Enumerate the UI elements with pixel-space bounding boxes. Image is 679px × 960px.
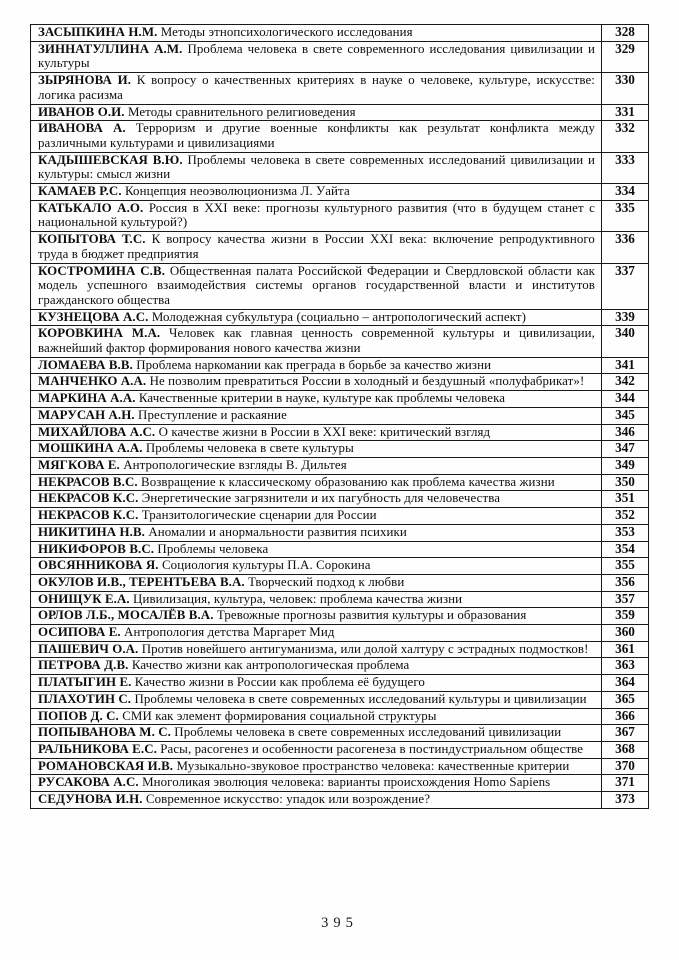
entry-cell [31,708,602,725]
entry-cell [31,326,602,357]
entry-author: РУСАКОВА А.С. [38,775,139,790]
entry-cell [31,424,602,441]
entry-author: КОРОВКИНА М.А. [38,326,161,341]
entry-cell [31,104,602,121]
entry-title: Творческий подход к любви [248,574,405,589]
entry-title: Человек как главная ценность современной культуры и цивилизации, важнейший фактор формирования нового качества жизни [38,326,595,356]
entry-page-number: 361 [602,641,649,658]
entry-title: Транзитологические сценарии для России [141,508,377,523]
entry-page-number: 337 [602,263,649,309]
entry-cell [31,407,602,424]
entry-title: Качественные критерии в науке, культуре как проблемы человека [138,391,506,406]
entry-page-number: 371 [602,775,649,792]
entry-title: Антропология детства Маргарет Мид [124,625,335,640]
entry-cell [31,508,602,525]
entry-title: Аномалии и анормальности развития психики [148,524,407,539]
entry-cell [31,658,602,675]
entry-cell [31,121,602,152]
entry-title: Социология культуры П.А. Сорокина [161,558,371,573]
entry-author: ПЛАТЫГИН Е. [38,675,132,690]
entry-page-number: 360 [602,625,649,642]
entry-page-number: 341 [602,357,649,374]
entry-title: СМИ как элемент формирования социальной структуры [122,708,437,723]
entry-cell [31,309,602,326]
entry-cell [31,474,602,491]
table-row [31,792,649,809]
entry-cell [31,691,602,708]
table-row [31,708,649,725]
entry-title: Проблемы человека в свете современных исследований цивилизации [174,725,562,740]
entry-title: Проблема наркомании как преграда в борьбе за качество жизни [136,357,492,372]
entry-author: КАДЫШЕВСКАЯ В.Ю. [38,152,183,167]
entry-author: ОКУЛОВ И.В., ТЕРЕНТЬЕВА В.А. [38,574,245,589]
entry-author: КОСТРОМИНА С.В. [38,263,166,278]
entry-cell [31,457,602,474]
entry-page-number: 351 [602,491,649,508]
entry-page-number: 354 [602,541,649,558]
entry-author: НЕКРАСОВ В.С. [38,474,138,489]
entry-author: ЗЫРЯНОВА И. [38,73,132,88]
entry-author: ПАШЕВИЧ О.А. [38,641,139,656]
entry-page-number: 363 [602,658,649,675]
entry-cell [31,152,602,183]
entry-page-number: 334 [602,184,649,201]
entry-author: МЯГКОВА Е. [38,457,120,472]
table-row [31,541,649,558]
entry-author: КУЗНЕЦОВА А.С. [38,309,149,324]
entry-cell [31,374,602,391]
table-row [31,184,649,201]
entry-author: НИКИТИНА Н.В. [38,524,145,539]
table-row [31,73,649,104]
entry-author: ПОПОВ Д. С. [38,708,119,723]
entry-cell [31,675,602,692]
entry-cell [31,574,602,591]
entry-page-number: 333 [602,152,649,183]
entry-title: Проблема человека в свете современного исследования цивилизации и культуры [38,41,596,71]
entry-author: ОСИПОВА Е. [38,625,121,640]
entry-title: О качестве жизни в России в XXI веке: критический взгляд [158,424,491,439]
entry-page-number: 353 [602,524,649,541]
table-row [31,407,649,424]
entry-author: ПОПЫВАНОВА М. С. [38,725,171,740]
entry-title: Тревожные прогнозы развития культуры и образования [216,608,527,623]
table-row [31,104,649,121]
entry-cell [31,41,602,72]
toc-table [30,24,649,809]
table-row [31,200,649,231]
entry-page-number: 366 [602,708,649,725]
entry-author: ПЕТРОВА Д.В. [38,658,129,673]
entry-cell [31,541,602,558]
table-row [31,457,649,474]
table-row [31,357,649,374]
entry-title: Цивилизация, культура, человек: проблема качества жизни [133,591,463,606]
entry-title: Методы сравнительного религиоведения [127,104,356,119]
entry-title: Терроризм и другие военные конфликты как результат конфликта между различными культурами и цивилизациями [38,121,596,150]
entry-page-number: 364 [602,675,649,692]
entry-page-number: 342 [602,374,649,391]
entry-author: МАРУСАН А.Н. [38,407,135,422]
entry-author: ЗАСЫПКИНА Н.М. [38,25,158,39]
entry-author: ОРЛОВ Л.Б., МОСАЛЁВ В.А. [38,608,214,623]
entry-title: Проблемы человека [157,541,269,556]
entry-page-number: 339 [602,309,649,326]
entry-cell [31,741,602,758]
entry-cell [31,263,602,309]
entry-author: КАТЬКАЛО А.О. [38,200,144,215]
entry-author: ОНИЩУК Е.А. [38,591,130,606]
entry-title: Проблемы человека в свете культуры [145,441,354,456]
entry-author: ОВСЯННИКОВА Я. [38,558,159,573]
table-row [31,424,649,441]
entry-author: МАНЧЕНКО А.А. [38,374,147,389]
entry-page-number: 328 [602,25,649,42]
entry-title: Общественная палата Российской Федерации и Свердловской области как модель успешного взаимодействия системы органов государственной власти и институтов гражданского общества [38,263,596,307]
entry-cell [31,491,602,508]
entry-title: Молодежная субкультура (социально – антропологический аспект) [151,309,527,324]
table-row [31,741,649,758]
entry-cell [31,591,602,608]
entry-title: Многоликая эволюция человека: варианты происхождения Homo Sapiens [142,775,551,790]
table-row [31,121,649,152]
table-row [31,775,649,792]
entry-cell [31,357,602,374]
table-row [31,608,649,625]
entry-title: Россия в XXI веке: прогнозы культурного развития (что в будущем станет с национальной культурой?) [38,200,595,230]
entry-author: МИХАЙЛОВА А.С. [38,424,156,439]
entry-page-number: 352 [602,508,649,525]
entry-author: НИКИФОРОВ В.С. [38,541,155,556]
entry-cell [31,641,602,658]
entry-cell [31,625,602,642]
entry-page-number: 356 [602,574,649,591]
entry-author: НЕКРАСОВ К.С. [38,508,139,523]
entry-page-number: 357 [602,591,649,608]
entry-author: КОПЫТОВА Т.С. [38,232,146,247]
table-row [31,374,649,391]
entry-author: РОМАНОВСКАЯ И.В. [38,758,174,773]
table-row [31,641,649,658]
entry-title: К вопросу качества жизни в России XXI века: включение репродуктивного труда в бюджет предприятия [38,232,595,261]
entry-cell [31,524,602,541]
table-row [31,441,649,458]
entry-author: МОШКИНА А.А. [38,441,143,456]
table-row [31,326,649,357]
entry-title: Преступление и раскаяние [138,407,287,422]
entry-page-number: 336 [602,232,649,263]
entry-page-number: 331 [602,104,649,121]
entry-page-number: 345 [602,407,649,424]
entry-page-number: 355 [602,558,649,575]
footer-page-number: 395 [321,915,358,931]
entry-author: МАРКИНА А.А. [38,391,136,406]
table-row [31,41,649,72]
entry-author: ЛОМАЕВА В.В. [38,357,133,372]
entry-title: Качество жизни как антропологическая проблема [131,658,410,673]
entry-cell [31,73,602,104]
table-row [31,263,649,309]
entry-page-number: 367 [602,725,649,742]
entry-author: ПЛАХОТИН С. [38,691,132,706]
table-row [31,725,649,742]
table-row [31,508,649,525]
entry-cell [31,232,602,263]
table-row [31,758,649,775]
table-row [31,474,649,491]
entry-page-number: 359 [602,608,649,625]
entry-author: ЗИННАТУЛЛИНА А.М. [38,41,183,56]
entry-page-number: 332 [602,121,649,152]
entry-title: Возвращение к классическому образованию как проблема качества жизни [141,474,555,489]
entry-title: Энергетические загрязнители и их пагубность для человечества [141,491,501,506]
table-row [31,691,649,708]
entry-page-number: 344 [602,391,649,408]
entry-page-number: 329 [602,41,649,72]
table-row [31,25,649,42]
entry-page-number: 368 [602,741,649,758]
entry-title: Проблемы человека в свете современных исследований цивилизации и культуры: смысл жизни [38,152,595,182]
table-row [31,309,649,326]
table-row [31,675,649,692]
entry-cell [31,792,602,809]
table-row [31,574,649,591]
entry-title: Против новейшего антигуманизма, или долой халтуру с эстрадных подмостков! [141,641,589,656]
entry-page-number: 370 [602,758,649,775]
entry-cell [31,758,602,775]
table-row [31,591,649,608]
table-row [31,232,649,263]
entry-page-number: 347 [602,441,649,458]
entry-author: СЕДУНОВА И.Н. [38,792,143,807]
table-row [31,558,649,575]
entry-author: КАМАЕВ Р.С. [38,184,122,199]
entry-page-number: 340 [602,326,649,357]
entry-cell [31,725,602,742]
entry-cell [31,391,602,408]
entry-author: НЕКРАСОВ К.С. [38,491,139,506]
entry-page-number: 373 [602,792,649,809]
entry-title: Концепция неоэволюционизма Л. Уайта [125,184,350,199]
entry-cell [31,558,602,575]
entry-title: Качество жизни в России как проблема её будущего [134,675,425,690]
entry-cell [31,184,602,201]
entry-title: Расы, расогенез и особенности расогенеза в постиндустриальном обществе [160,741,584,756]
entry-page-number: 365 [602,691,649,708]
entry-page-number: 335 [602,200,649,231]
table-row [31,152,649,183]
entry-title: Музыкально-звуковое пространство человека: качественные критерии [176,758,570,773]
table-row [31,524,649,541]
entry-author: ИВАНОВА А. [38,121,126,136]
entry-author: ИВАНОВ О.И. [38,104,125,119]
entry-title: Современное искусство: упадок или возрождение? [145,792,431,807]
entry-title: Не позволим превратиться России в холодный и бездушный «полуфабрикат»! [149,374,585,389]
entry-page-number: 350 [602,474,649,491]
entry-title: Методы этнопсихологического исследования [160,25,413,39]
entry-cell [31,608,602,625]
toc-table-body [31,25,649,809]
table-row [31,491,649,508]
entry-cell [31,25,602,42]
entry-page-number: 330 [602,73,649,104]
entry-title: Проблемы человека в свете современных исследований культуры и цивилизации [134,691,587,706]
entry-author: РАЛЬНИКОВА Е.С. [38,741,157,756]
table-row [31,658,649,675]
entry-cell [31,775,602,792]
table-row [31,625,649,642]
entry-title: Антропологические взгляды В. Дильтея [123,457,347,472]
entry-page-number: 346 [602,424,649,441]
entry-title: К вопросу о качественных критериях в науке о человеке, культуре, искусстве: логика расизма [38,73,595,102]
table-row [31,391,649,408]
entry-cell [31,441,602,458]
entry-cell [31,200,602,231]
entry-page-number: 349 [602,457,649,474]
